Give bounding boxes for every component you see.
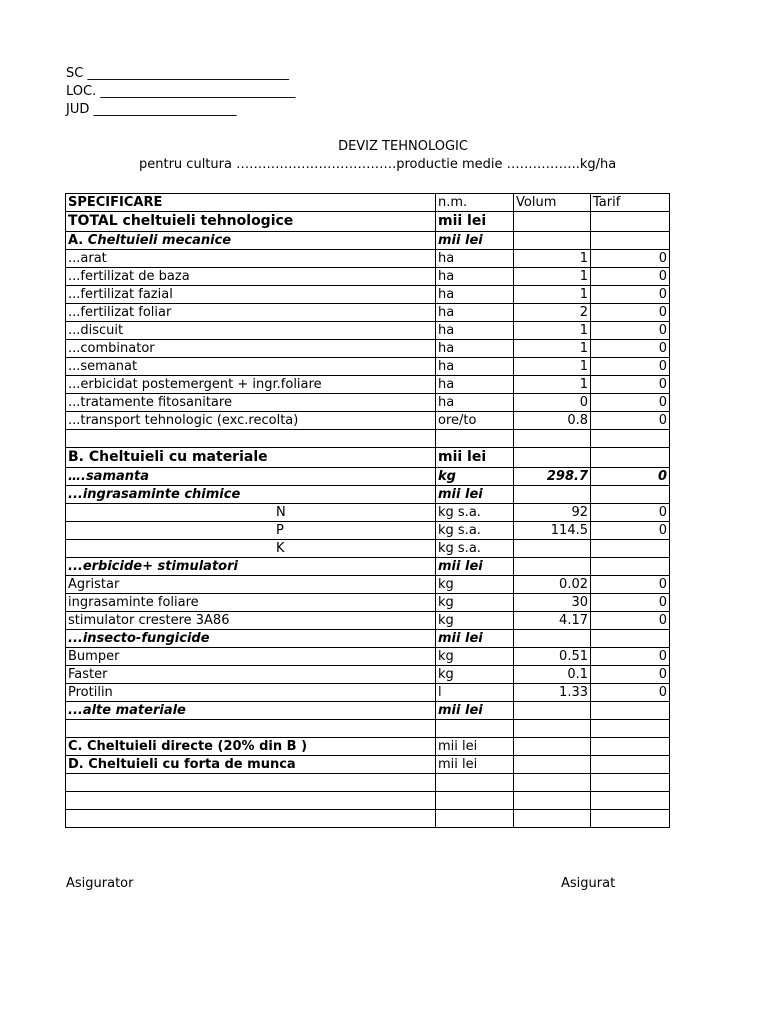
cell-nm: ha	[436, 340, 514, 358]
cell-volum	[514, 756, 591, 774]
cell-tarif	[591, 738, 670, 756]
cell-specificare: ...transport tehnologic (exc.recolta)	[66, 412, 436, 430]
cell-volum: 298.7	[514, 468, 591, 486]
table-row	[66, 358, 670, 376]
cell-tarif: 0	[591, 648, 670, 666]
cell-nm: kg	[436, 612, 514, 630]
cell-nm: kg	[436, 576, 514, 594]
cell-tarif: 0	[591, 340, 670, 358]
cell-tarif	[591, 212, 670, 232]
col-header-volum: Volum	[514, 194, 591, 212]
cell-volum: 1	[514, 268, 591, 286]
table-row	[66, 394, 670, 412]
cell-specificare: B. Cheltuieli cu materiale	[66, 448, 436, 468]
cell-tarif: 0	[591, 376, 670, 394]
table-row	[66, 268, 670, 286]
cell-volum	[514, 630, 591, 648]
table-row	[66, 810, 670, 828]
cell-volum	[514, 702, 591, 720]
table-row	[66, 540, 670, 558]
cell-volum: 4.17	[514, 612, 591, 630]
cell-volum: 0.8	[514, 412, 591, 430]
cell-volum	[514, 558, 591, 576]
cell-volum: 2	[514, 304, 591, 322]
cell-specificare: ...alte materiale	[66, 702, 436, 720]
table-row	[66, 304, 670, 322]
cell-specificare: ...erbicidat postemergent + ingr.foliare	[66, 376, 436, 394]
cell-specificare: Faster	[66, 666, 436, 684]
cell-specificare	[66, 232, 436, 250]
cell-specificare: ...insecto-fungicide	[66, 630, 436, 648]
cell-specificare: ...arat	[66, 250, 436, 268]
cell-volum	[514, 540, 591, 558]
cell-nm: mii lei	[436, 630, 514, 648]
cell-volum: 30	[514, 594, 591, 612]
table-row	[66, 792, 670, 810]
section-a-label: Cheltuieli mecanice	[83, 233, 232, 248]
cell-volum: 0.1	[514, 666, 591, 684]
cell-nm: mii lei	[436, 702, 514, 720]
cell-nm: mii lei	[436, 212, 514, 232]
deviz-table	[65, 193, 670, 828]
cell-nm	[436, 810, 514, 828]
cell-specificare: ...fertilizat foliar	[66, 304, 436, 322]
cell-specificare: ...fertilizat de baza	[66, 268, 436, 286]
cell-specificare: N	[66, 504, 436, 522]
cell-volum: 114.5	[514, 522, 591, 540]
table-row	[66, 340, 670, 358]
cell-tarif: 0	[591, 286, 670, 304]
cell-tarif: 0	[591, 358, 670, 376]
cell-volum: 0.51	[514, 648, 591, 666]
cell-volum	[514, 774, 591, 792]
table-row	[66, 720, 670, 738]
cell-tarif	[591, 792, 670, 810]
table-row	[66, 576, 670, 594]
cell-volum	[514, 430, 591, 448]
table-row	[66, 558, 670, 576]
cell-nm: kg s.a.	[436, 522, 514, 540]
cell-specificare: stimulator crestere 3A86	[66, 612, 436, 630]
cell-nm: kg s.a.	[436, 540, 514, 558]
table-body	[66, 212, 670, 828]
cell-nm	[436, 792, 514, 810]
cell-specificare: Protilin	[66, 684, 436, 702]
cell-nm: mii lei	[436, 448, 514, 468]
cell-volum	[514, 738, 591, 756]
cell-volum	[514, 792, 591, 810]
cell-nm: ha	[436, 394, 514, 412]
cell-volum: 1	[514, 376, 591, 394]
cell-volum: 1	[514, 250, 591, 268]
cell-tarif: 0	[591, 666, 670, 684]
cell-nm	[436, 774, 514, 792]
cell-nm: mii lei	[436, 738, 514, 756]
cell-tarif	[591, 540, 670, 558]
cell-volum: 0.02	[514, 576, 591, 594]
table-row	[66, 286, 670, 304]
cell-nm: kg	[436, 468, 514, 486]
cell-specificare	[66, 430, 436, 448]
cell-volum	[514, 720, 591, 738]
table-row	[66, 774, 670, 792]
cell-tarif	[591, 810, 670, 828]
cell-specificare: ...erbicide+ stimulatori	[66, 558, 436, 576]
document-subtitle: pentru cultura ……………………………….productie medie ……………..kg/ha	[139, 157, 617, 172]
table-row	[66, 412, 670, 430]
cell-specificare: D. Cheltuieli cu forta de munca	[66, 756, 436, 774]
table-row	[66, 448, 670, 468]
cell-nm: ha	[436, 358, 514, 376]
cell-specificare: ...fertilizat fazial	[66, 286, 436, 304]
cell-specificare: ...discuit	[66, 322, 436, 340]
cell-tarif	[591, 720, 670, 738]
cell-nm: ha	[436, 322, 514, 340]
header-sc: SC _______________________________	[66, 66, 289, 81]
cell-tarif: 0	[591, 504, 670, 522]
cell-nm	[436, 720, 514, 738]
cell-nm: l	[436, 684, 514, 702]
cell-nm: mii lei	[436, 486, 514, 504]
section-a-prefix: A.	[68, 233, 84, 248]
cell-tarif: 0	[591, 250, 670, 268]
header-loc: LOC. ______________________________	[66, 84, 296, 99]
table-row	[66, 376, 670, 394]
cell-specificare: ...tratamente fitosanitare	[66, 394, 436, 412]
cell-volum: 1	[514, 340, 591, 358]
table-row	[66, 430, 670, 448]
cell-volum: 1.33	[514, 684, 591, 702]
table-row	[66, 648, 670, 666]
cell-tarif: 0	[591, 322, 670, 340]
cell-specificare: ...ingrasaminte chimice	[66, 486, 436, 504]
col-header-nm: n.m.	[436, 194, 514, 212]
cell-tarif: 0	[591, 684, 670, 702]
cell-nm: ha	[436, 250, 514, 268]
cell-volum	[514, 486, 591, 504]
cell-specificare	[66, 792, 436, 810]
cell-nm: kg	[436, 666, 514, 684]
table-row	[66, 756, 670, 774]
cell-tarif: 0	[591, 394, 670, 412]
cell-volum: 1	[514, 358, 591, 376]
table-row	[66, 594, 670, 612]
table-row	[66, 322, 670, 340]
table-row	[66, 522, 670, 540]
table-row	[66, 486, 670, 504]
cell-tarif	[591, 630, 670, 648]
table-row	[66, 250, 670, 268]
cell-tarif	[591, 756, 670, 774]
cell-nm: ha	[436, 376, 514, 394]
cell-tarif	[591, 448, 670, 468]
cell-specificare: ….samanta	[66, 468, 436, 486]
cell-nm: kg s.a.	[436, 504, 514, 522]
table-row	[66, 630, 670, 648]
col-header-tarif: Tarif	[591, 194, 670, 212]
cell-specificare: Agristar	[66, 576, 436, 594]
cell-volum	[514, 448, 591, 468]
cell-tarif: 0	[591, 594, 670, 612]
cell-tarif	[591, 558, 670, 576]
cell-specificare: ...semanat	[66, 358, 436, 376]
table-row	[66, 212, 670, 232]
cell-volum: 92	[514, 504, 591, 522]
cell-nm: mii lei	[436, 232, 514, 250]
cell-specificare	[66, 810, 436, 828]
cell-specificare	[66, 774, 436, 792]
table-row	[66, 504, 670, 522]
cell-tarif: 0	[591, 304, 670, 322]
cell-nm: ha	[436, 304, 514, 322]
table-row	[66, 684, 670, 702]
cell-tarif: 0	[591, 268, 670, 286]
cell-specificare: K	[66, 540, 436, 558]
cell-specificare	[66, 720, 436, 738]
cell-volum: 1	[514, 322, 591, 340]
table-row	[66, 612, 670, 630]
table-row	[66, 702, 670, 720]
cell-specificare: Bumper	[66, 648, 436, 666]
cell-specificare: C. Cheltuieli directe (20% din B )	[66, 738, 436, 756]
cell-specificare: ...combinator	[66, 340, 436, 358]
cell-volum: 0	[514, 394, 591, 412]
cell-volum	[514, 232, 591, 250]
cell-tarif: 0	[591, 522, 670, 540]
cell-tarif: 0	[591, 576, 670, 594]
cell-nm: mii lei	[436, 756, 514, 774]
cell-tarif	[591, 774, 670, 792]
cell-tarif: 0	[591, 612, 670, 630]
cell-nm	[436, 430, 514, 448]
cell-tarif	[591, 702, 670, 720]
cell-specificare: TOTAL cheltuieli tehnologice	[66, 212, 436, 232]
cell-specificare: ingrasaminte foliare	[66, 594, 436, 612]
cell-nm: ore/to	[436, 412, 514, 430]
cell-nm: kg	[436, 594, 514, 612]
footer-asigurator: Asigurator	[66, 876, 134, 891]
table-row	[66, 232, 670, 250]
cell-tarif	[591, 232, 670, 250]
cell-volum: 1	[514, 286, 591, 304]
cell-volum	[514, 212, 591, 232]
cell-specificare: P	[66, 522, 436, 540]
document-title: DEVIZ TEHNOLOGIC	[338, 139, 468, 154]
cell-volum	[514, 810, 591, 828]
footer-asigurat: Asigurat	[561, 876, 616, 891]
cell-tarif: 0	[591, 412, 670, 430]
cell-tarif: 0	[591, 468, 670, 486]
cell-nm: ha	[436, 286, 514, 304]
cell-nm: ha	[436, 268, 514, 286]
cell-nm: mii lei	[436, 558, 514, 576]
table-row	[66, 666, 670, 684]
header-jud: JUD ______________________	[66, 102, 237, 117]
table-header-row	[66, 194, 670, 212]
cell-tarif	[591, 486, 670, 504]
col-header-specificare: SPECIFICARE	[66, 194, 436, 212]
cell-tarif	[591, 430, 670, 448]
table-row	[66, 738, 670, 756]
cell-nm: kg	[436, 648, 514, 666]
table-row	[66, 468, 670, 486]
